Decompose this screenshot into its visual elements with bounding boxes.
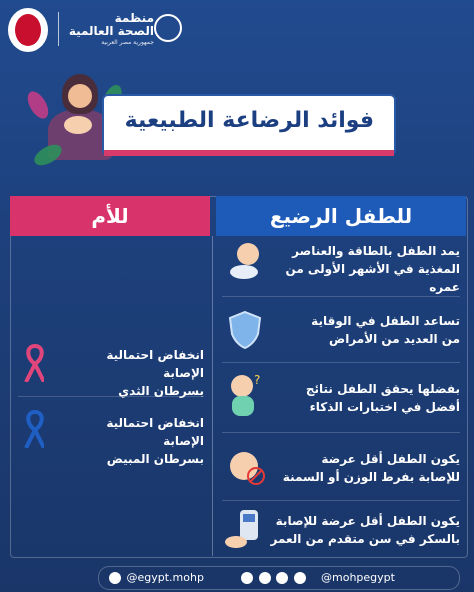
social-footer [98, 566, 460, 590]
row-separator [222, 432, 460, 433]
benefit-line: بسرطان الثدي [118, 384, 204, 398]
social-handle-text: @mohpegypt [321, 571, 395, 584]
column-divider [212, 236, 213, 556]
title-underline [104, 150, 394, 156]
row-separator [222, 362, 460, 363]
benefit-line: تساعد الطفل في الوقاية [311, 314, 460, 328]
row-separator [18, 396, 204, 397]
linkedin-icon[interactable] [276, 572, 288, 584]
header-divider [58, 12, 59, 46]
benefit-line: بالسكر في سن متقدم من العمر [270, 532, 460, 546]
benefit-line: بسرطان المبيض [106, 452, 204, 466]
facebook-handle[interactable] [109, 567, 204, 589]
blue-ribbon-icon [22, 410, 44, 448]
benefit-line: انخفاض احتمالية الإصابة [106, 348, 204, 380]
youtube-icon[interactable] [259, 572, 271, 584]
baby-benefit-item [262, 312, 460, 348]
facebook-handle-text: @egypt.mohp [126, 571, 204, 584]
benefit-line: يكون الطفل أقل عرضة للإصابة [275, 514, 460, 528]
social-icons [241, 567, 308, 589]
baby-column-header: للطفل الرضيع [216, 196, 466, 236]
who-line1: منظمة [114, 11, 154, 25]
glucometer-icon [224, 508, 264, 552]
instagram-icon[interactable] [241, 572, 253, 584]
pink-ribbon-icon [22, 344, 44, 382]
who-emblem-icon [154, 14, 182, 42]
mother-benefit-item [66, 414, 204, 468]
benefit-line: انخفاض احتمالية الإصابة [106, 416, 204, 448]
thinking-baby-icon [224, 372, 264, 420]
twitter-icon[interactable] [294, 572, 306, 584]
baby-benefit-item [262, 242, 460, 296]
benefit-line: أفضل في اختبارات الذكاء [309, 400, 460, 414]
mother-benefit-item [66, 346, 204, 400]
benefit-line: بفضلها يحقق الطفل نتائج [305, 382, 460, 396]
svg-text:?: ? [254, 373, 261, 387]
who-text [64, 12, 154, 47]
page-title: فوائد الرضاعة الطبيعية [124, 108, 374, 133]
header [0, 0, 474, 60]
baby-benefit-item [262, 380, 460, 416]
moh-logo [8, 8, 48, 52]
no-obesity-icon [226, 446, 266, 486]
row-separator [222, 500, 460, 501]
who-line2: الصحة العالمية [68, 24, 154, 38]
benefit-line: يمد الطفل بالطاقة والعناصر [292, 244, 460, 258]
who-line3: جمهورية مصر العربية [101, 39, 154, 46]
baby-icon [226, 240, 266, 280]
baby-benefit-item [262, 512, 460, 548]
benefit-line: المغذية في الأشهر الأولى من عمره [285, 262, 460, 294]
row-separator [222, 296, 460, 297]
social-handle[interactable] [321, 567, 395, 589]
benefit-line: يكون الطفل أقل عرضة [321, 452, 460, 466]
mother-column-header: للأم [10, 196, 210, 236]
facebook-icon [109, 572, 121, 584]
title-banner [104, 96, 394, 154]
baby-benefit-item [262, 450, 460, 486]
benefit-line: من العديد من الأمراض [329, 332, 460, 346]
benefit-line: للإصابة بفرط الوزن أو السمنة [282, 470, 460, 484]
shield-icon [228, 310, 262, 350]
